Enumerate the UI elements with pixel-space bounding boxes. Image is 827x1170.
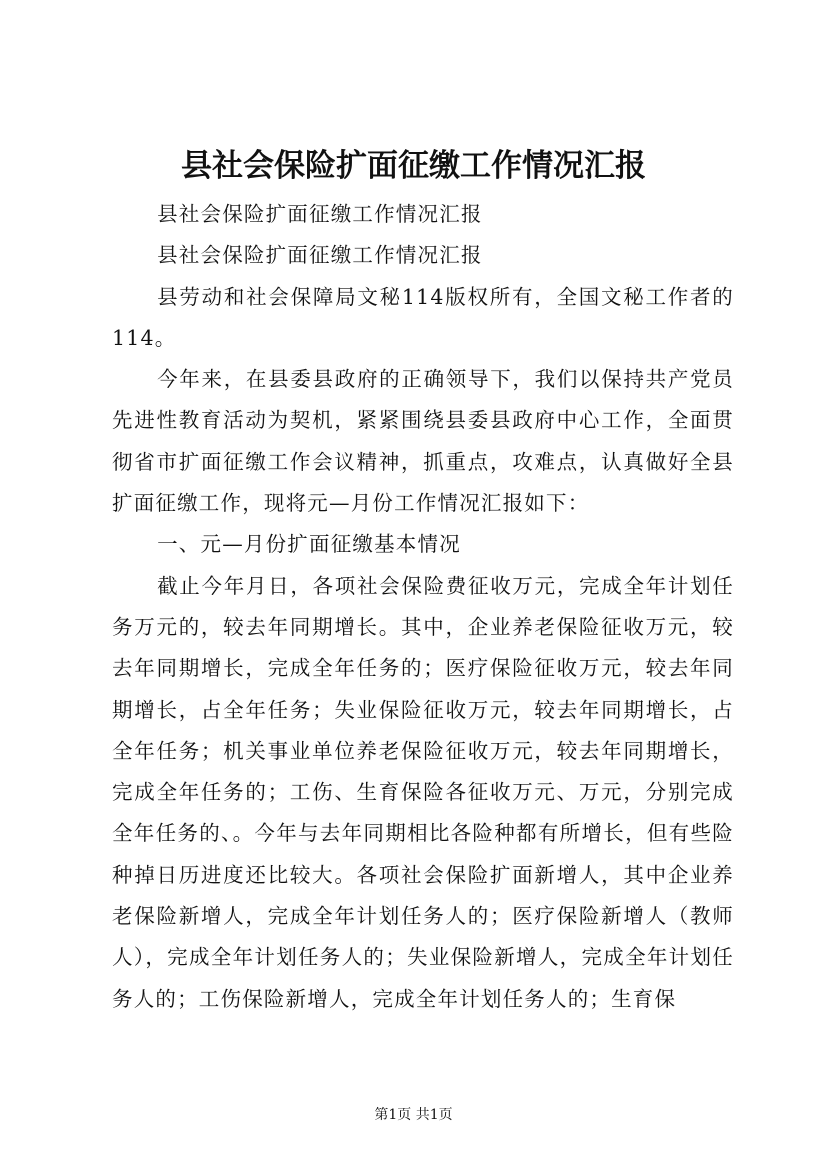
page-number-footer: 第1页 共1页 (374, 1107, 453, 1123)
body-paragraph-3: 县劳动和社会保障局文秘114版权所有，全国文秘工作者的114。 (112, 284, 734, 350)
section-heading-1: 一、元—月份扩面征缴基本情况 (157, 532, 461, 557)
body-paragraph-1: 县社会保险扩面征缴工作情况汇报 (157, 202, 483, 226)
document-body (112, 194, 734, 1020)
document-title: 县社会保险扩面征缴工作情况汇报 (181, 148, 646, 184)
body-paragraph-5: 截止今年月日，各项社会保险费征收万元，完成全年计划任务万元的，较去年同期增长。其中，企业养老保险征收万元，较去年同期增长，完成全年任务的；医疗保险征收万元，较去年同期增长，占全年任务；失业保险征收万元，较去年同期增长，占全年任务；机关事业单位养老保险征收万元，较去年同期增长，完成全年任务的；工伤、生育保险各征收万元、万元，分别完成全年任务的、。今年与去年同期相比各险种都有所增长，但有些险种掉日历进度还比较大。各项社会保险扩面新增人，其中企业养老保险新增人，完成全年计划任务人的；医疗保险新增人（教师人），完成全年计划任务人的；失业保险新增人，完成全年计划任务人的；工伤保险新增人，完成全年计划任务人的；生育保 (112, 573, 734, 1011)
body-paragraph-2: 县社会保险扩面征缴工作情况汇报 (157, 243, 483, 268)
body-paragraph-4: 今年来，在县委县政府的正确领导下，我们以保持共产党员先进性教育活动为契机，紧紧围绕县委县政府中心工作，全面贯彻省市扩面征缴工作会议精神，抓重点，攻难点，认真做好全县扩面征缴工作，现将元—月份工作情况汇报如下： (112, 367, 734, 516)
